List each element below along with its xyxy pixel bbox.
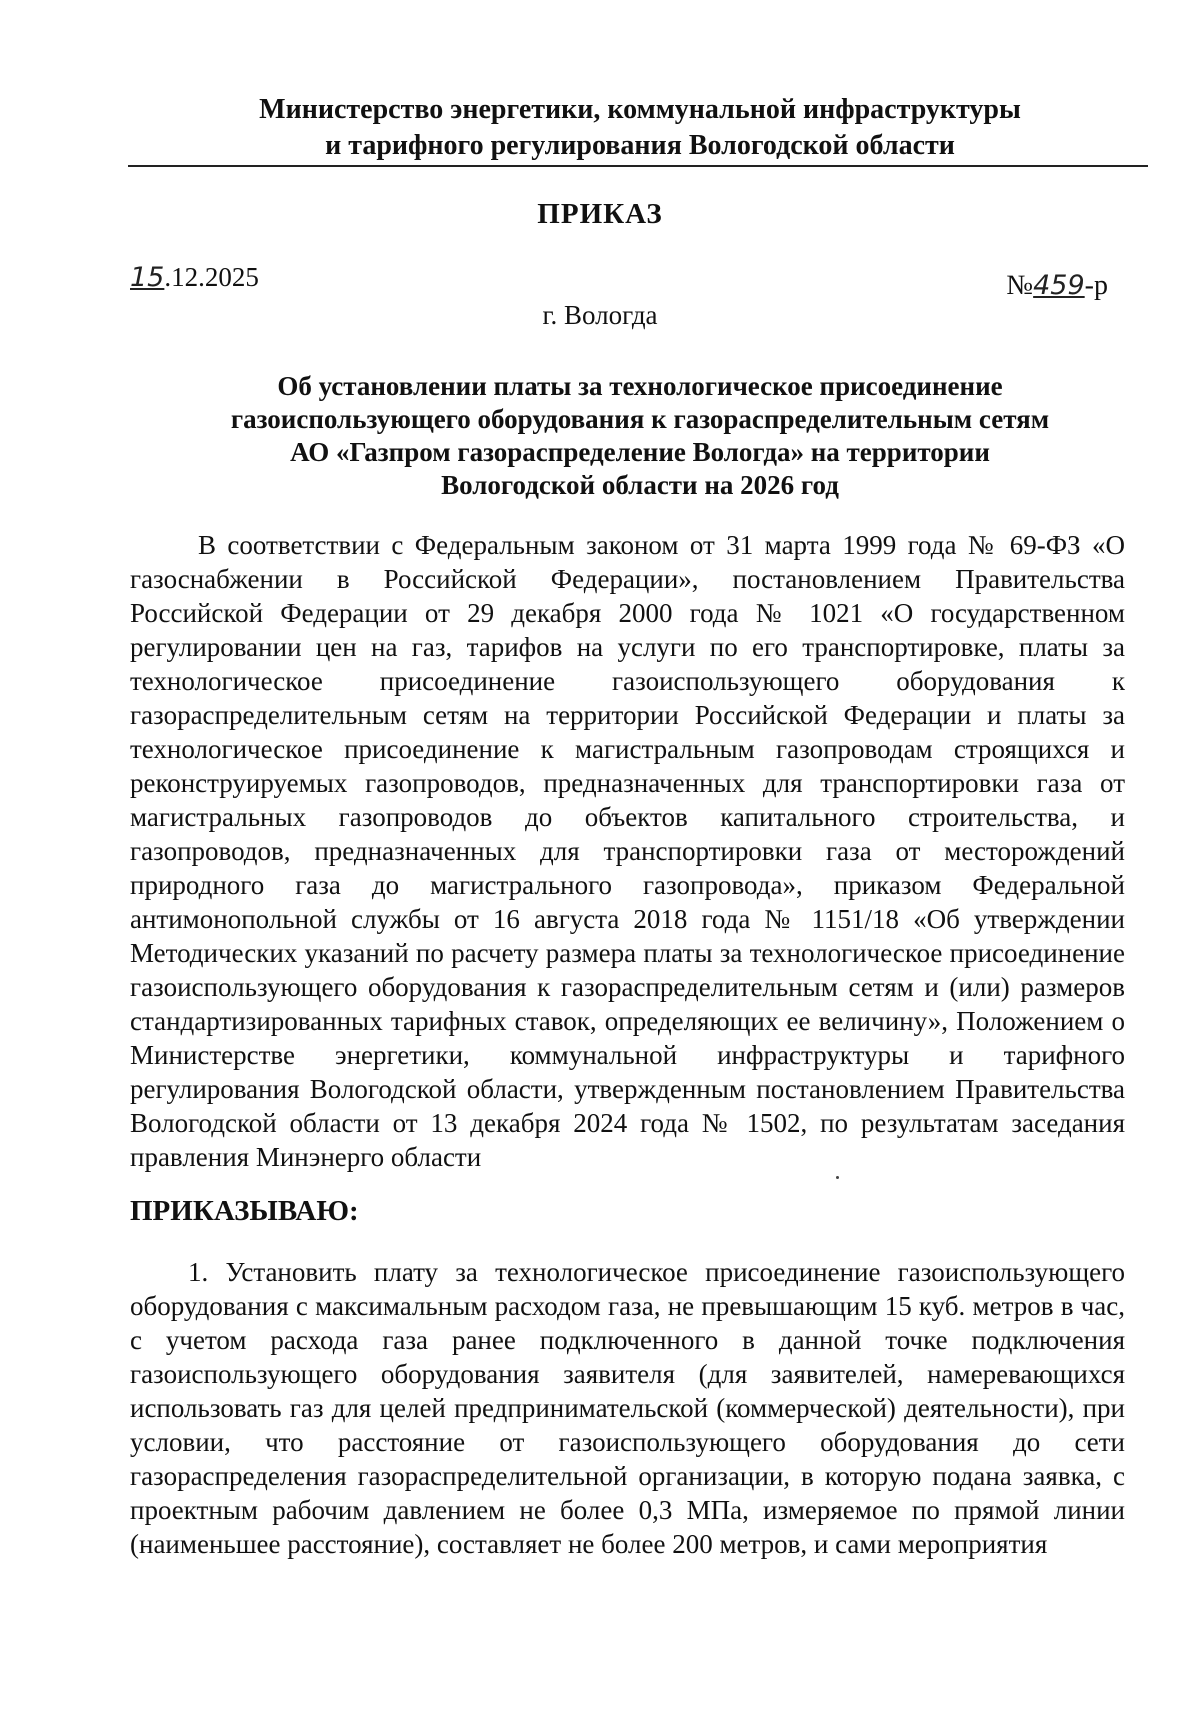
subject-line-4: Вологодской области на 2026 год — [441, 470, 839, 500]
order-date — [130, 262, 259, 293]
header-divider — [128, 165, 1148, 167]
date-rest: .12.2025 — [164, 262, 259, 292]
number-prefix: № — [1006, 270, 1034, 301]
subject-line-2: газоиспользующего оборудования к газораспределительным сетям — [230, 404, 1050, 434]
document-title: ПРИКАЗ — [537, 198, 663, 230]
header-line-1: Министерство энергетики, коммунальной инфраструктуры — [259, 94, 1021, 125]
preamble-paragraph: В соответствии с Федеральным законом от 31 марта 1999 года № 69-ФЗ «О газоснабжении в Российской Федерации», постановлением Правительства Российской Федерации от 29 декабря 2000 года № 1021 «О государственном регулировании цен на газ, тарифов на услуги по его транспортировке, платы за технологическое присоединение газоиспользующего оборудования к газораспределительным сетям на территории Российской Федерации и платы за технологическое присоединение к магистральным газопроводам строящихся и реконструируемых газопроводов, предназначенных для транспортировки газа от магистральных газопроводов до объектов капитального строительства, и газопроводов, предназначенных для транспортировки газа от месторождений природного газа до магистрального газопровода», приказом Федеральной антимонопольной службы от 16 августа 2018 года № 1151/18 «Об утверждении Методических указаний по расчету размера платы за технологическое присоединение газоиспользующего оборудования к газораспределительным сетям и (или) размеров стандартизированных тарифных ставок, определяющих ее величину», Положением о Министерстве энергетики, коммунальной инфраструктуры и тарифного регулирования Вологодской области, утвержденным постановлением Правительства Вологодской области от 13 декабря 2024 года № 1502, по результатам заседания правления Минэнерго области — [130, 530, 1125, 1172]
subject-line-1: Об установлении платы за технологическое присоединение — [277, 371, 1003, 401]
city: г. Вологда — [542, 300, 658, 330]
scan-speck — [836, 1176, 839, 1179]
date-day-handwritten: 15 — [130, 262, 165, 293]
order-subject — [140, 370, 1140, 502]
header-line-2: и тарифного регулирования Вологодской области — [325, 130, 955, 161]
decree-heading: ПРИКАЗЫВАЮ: — [130, 1195, 359, 1227]
subject-line-3: АО «Газпром газораспределение Вологда» на территории — [290, 437, 990, 467]
number-suffix: -р — [1084, 270, 1108, 301]
number-handwritten: 459 — [1033, 270, 1085, 301]
order-number — [1006, 270, 1108, 302]
ministry-header — [130, 92, 1150, 164]
clause-1-paragraph: 1. Установить плату за технологическое присоединение газоиспользующего оборудования с максимальным расходом газа, не превышающим 15 куб. метров в час, с учетом расхода газа ранее подключенного в данной точке подключения газоиспользующего оборудования заявителя (для заявителей, намеревающихся использовать газ для целей предпринимательской (коммерческой) деятельности), при условии, что расстояние от газоиспользующего оборудования до сети газораспределения газораспределительной организации, в которую подана заявка, с проектным рабочим давлением не более 0,3 МПа, измеряемое по прямой линии (наименьшее расстояние), составляет не более 200 метров, и сами мероприятия — [130, 1257, 1125, 1559]
